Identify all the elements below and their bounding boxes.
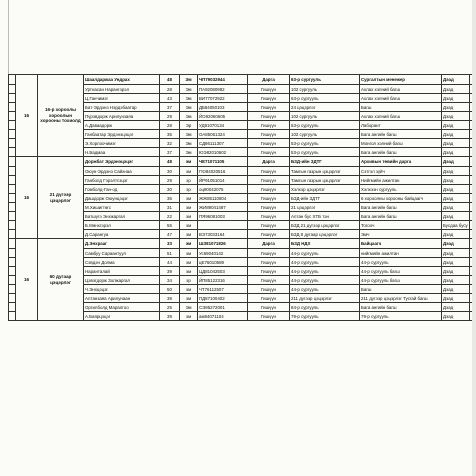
member-age: 33 bbox=[160, 239, 180, 249]
district-number: 16 bbox=[16, 157, 38, 239]
member-workplace: Тамгын газрын цэцэрлэг bbox=[290, 167, 360, 176]
member-age: 35 bbox=[160, 130, 180, 139]
member-role: Гишүүн bbox=[248, 203, 290, 212]
member-age: 30 bbox=[160, 185, 180, 194]
member-workplace: 44-р сургууль bbox=[290, 267, 360, 276]
member-workplace: Хэлхэр цэцэрлэг bbox=[290, 185, 360, 194]
member-age: 29 bbox=[160, 176, 180, 185]
member-sex: эм bbox=[180, 167, 198, 176]
member-status: Дэад bbox=[442, 249, 470, 258]
member-register: ШЗ81071826 bbox=[198, 239, 248, 249]
member-age: 51 bbox=[160, 249, 180, 258]
member-sex: Эм bbox=[180, 303, 198, 312]
member-status: Дэад bbox=[442, 294, 470, 303]
member-sex: эм bbox=[180, 239, 198, 249]
member-role: Гишүүн bbox=[248, 230, 290, 239]
member-workplace: 44-р сургууль bbox=[290, 258, 360, 267]
member-register: ЙО92060605 bbox=[198, 112, 248, 121]
member-role: Гишүүн bbox=[248, 130, 290, 139]
member-sex: Эм bbox=[180, 112, 198, 121]
member-position: Багш bbox=[360, 285, 442, 294]
member-sex: Эм bbox=[180, 103, 198, 112]
member-workplace: 63-р сургууль bbox=[290, 94, 360, 103]
member-role: Гишүүн bbox=[248, 94, 290, 103]
member-age: 30 bbox=[160, 167, 180, 176]
member-workplace: 102 сургууль bbox=[290, 85, 360, 94]
member-sex: Эм bbox=[180, 85, 198, 94]
member-name: Доржбат Эрдэнэцэцэг bbox=[84, 157, 160, 167]
member-name: Уртнасан Нарангэрэл bbox=[84, 85, 160, 94]
member-status: Дэад bbox=[442, 267, 470, 276]
member-register: ГЮ84020516 bbox=[198, 167, 248, 176]
member-workplace: 44-р сургууль bbox=[290, 276, 360, 285]
member-register: СЭ95272001 bbox=[198, 303, 248, 312]
member-name: Ганболд Гэрэлтсэцэг bbox=[84, 176, 160, 185]
member-name: Наранталай bbox=[84, 267, 160, 276]
left-margin-cell bbox=[9, 285, 16, 294]
member-register: ОА85061324 bbox=[198, 130, 248, 139]
member-register: ЖЖ85110804 bbox=[198, 194, 248, 203]
member-workplace: БЗД 21 дүгээр цэцэрлэг bbox=[290, 221, 360, 230]
member-workplace: 53-р сургууль bbox=[290, 148, 360, 157]
member-age: 37 bbox=[160, 103, 180, 112]
member-name: Алтанзаяа Арилунаан bbox=[84, 294, 160, 303]
member-register: ПА92080982 bbox=[198, 85, 248, 94]
member-name: Бат-Эрдэнэ Нэрдэбаатар bbox=[84, 103, 160, 112]
member-position: Бага ангийн багш bbox=[360, 130, 442, 139]
member-age: 25 bbox=[160, 303, 180, 312]
member-name: А.Баярцэцэг bbox=[84, 312, 160, 321]
member-workplace: Алтан бус ХТБ тэн bbox=[290, 212, 360, 221]
member-role: Гишүүн bbox=[248, 212, 290, 221]
member-register bbox=[198, 221, 248, 230]
member-position: Архивын төвийн дарга bbox=[360, 157, 442, 167]
member-position: Бага ангийн багш bbox=[360, 303, 442, 312]
left-margin-cell bbox=[9, 185, 16, 194]
member-name: М.Хишигтөгс bbox=[84, 203, 160, 212]
polling-unit-name: 16-р хороолы хороолын хорооны тохиолд bbox=[38, 75, 84, 157]
member-status: Дэад bbox=[442, 139, 470, 148]
member-age: 48 bbox=[160, 75, 180, 85]
member-age: 37 bbox=[160, 148, 180, 157]
blank-top-area bbox=[8, 0, 474, 74]
member-position: Сургалтын менежер bbox=[360, 75, 442, 85]
member-register: ам84071104 bbox=[198, 312, 248, 321]
member-register: УД91070134 bbox=[198, 121, 248, 130]
member-status: Дэад bbox=[442, 130, 470, 139]
member-status: Дэад bbox=[442, 75, 470, 85]
left-margin-cell bbox=[9, 212, 16, 221]
member-role: Дарга bbox=[248, 75, 290, 85]
member-position: Лаборант bbox=[360, 121, 442, 130]
member-register: ЮЭ82010602 bbox=[198, 148, 248, 157]
member-role: Гишүүн bbox=[248, 294, 290, 303]
member-status: Дэад bbox=[442, 148, 470, 157]
member-register: ПЯ96081003 bbox=[198, 212, 248, 221]
member-sex: эр bbox=[180, 176, 198, 185]
left-margin-cell bbox=[9, 276, 16, 285]
member-sex: эм bbox=[180, 258, 198, 267]
member-age: 55 bbox=[160, 221, 180, 230]
page-edge bbox=[472, 0, 476, 476]
member-status: Дэад bbox=[442, 176, 470, 185]
member-sex: эр bbox=[180, 185, 198, 194]
member-workplace: 53-р сургууль bbox=[290, 121, 360, 130]
member-workplace: Тамгын газрын цэцэрлэг bbox=[290, 176, 360, 185]
member-sex: эр bbox=[180, 276, 198, 285]
member-position: 44-р сургууль багш bbox=[360, 276, 442, 285]
member-role: Дарга bbox=[248, 239, 290, 249]
member-role: Гишүүн bbox=[248, 285, 290, 294]
member-age: 36 bbox=[160, 194, 180, 203]
member-sex: Эр bbox=[180, 121, 198, 130]
member-register: СД86111307 bbox=[198, 139, 248, 148]
member-sex: эм bbox=[180, 221, 198, 230]
member-role: Гишүүн bbox=[248, 312, 290, 321]
member-position: 44-р сургууль bbox=[360, 258, 442, 267]
left-margin-cell bbox=[9, 112, 16, 121]
member-position: Байцаагч bbox=[360, 239, 442, 249]
member-name: Н.Бадмаа bbox=[84, 148, 160, 157]
member-status: Дэад bbox=[442, 157, 470, 167]
member-workplace: 21 цэцэрлэг bbox=[290, 203, 360, 212]
left-margin-cell bbox=[9, 75, 16, 85]
member-name: Батшүгэ Энхжаргал bbox=[84, 212, 160, 221]
member-position: Ахлах хэлний багш bbox=[360, 112, 442, 121]
member-status: Дэад bbox=[442, 230, 470, 239]
member-age: 34 bbox=[160, 276, 180, 285]
member-status: Дэад bbox=[442, 258, 470, 267]
member-name: Самбуу Сараантуул bbox=[84, 249, 160, 258]
member-register: цЕ76010589 bbox=[198, 258, 248, 267]
member-register: ЧП79032944 bbox=[198, 75, 248, 85]
member-workplace: 44-р сургууль bbox=[290, 249, 360, 258]
member-register: ВИ77072922 bbox=[198, 94, 248, 103]
left-margin-cell bbox=[9, 203, 16, 212]
district-number: 16 bbox=[16, 75, 38, 157]
member-age: 39 bbox=[160, 267, 180, 276]
member-role: Гишүүн bbox=[248, 258, 290, 267]
member-role: Гишүүн bbox=[248, 103, 290, 112]
member-age: 28 bbox=[160, 85, 180, 94]
left-margin-cell bbox=[9, 148, 16, 157]
left-margin-cell bbox=[9, 121, 16, 130]
member-name: А.Даваадорж bbox=[84, 121, 160, 130]
member-status: Дэад bbox=[442, 112, 470, 121]
member-status: Дэад bbox=[442, 185, 470, 194]
member-role: Гишүүн bbox=[248, 185, 290, 194]
member-register: ПД87100402 bbox=[198, 294, 248, 303]
table-row bbox=[9, 75, 473, 85]
member-name: Гомболд-Ган-од bbox=[84, 185, 160, 194]
polling-unit-name: 60 дугаар цэцэрлэг bbox=[38, 239, 84, 321]
member-position: Бага ангийн багш bbox=[360, 148, 442, 157]
member-sex: эм bbox=[180, 312, 198, 321]
member-role: Гишүүн bbox=[248, 85, 290, 94]
member-role: Гишүүн bbox=[248, 148, 290, 157]
member-name: Цэвэгдорж Золжаргал bbox=[84, 276, 160, 285]
member-position: нийгмийн ажилтан bbox=[360, 249, 442, 258]
member-sex: Эм bbox=[180, 75, 198, 85]
member-age: 31 bbox=[160, 203, 180, 212]
member-role: Гишүүн bbox=[248, 194, 290, 203]
member-sex: эм bbox=[180, 212, 198, 221]
member-position: 6 хороолны хорооны байцаагч bbox=[360, 194, 442, 203]
member-role: Дарга bbox=[248, 157, 290, 167]
left-margin-cell bbox=[9, 230, 16, 239]
member-position: 44-р сургууль багш bbox=[360, 267, 442, 276]
member-workplace: 44-р сургууль bbox=[290, 285, 360, 294]
member-name: Э.Хорлоочимэг bbox=[84, 139, 160, 148]
member-workplace: БЗД 8 дугаар цэцэрлэг bbox=[290, 230, 360, 239]
member-status: Бусдаа бусу bbox=[443, 222, 468, 228]
member-name: Пүрэвдорж Арилунзаяа bbox=[84, 112, 160, 121]
left-margin-cell bbox=[9, 239, 16, 249]
member-name: Сэвдэн Долма bbox=[84, 258, 160, 267]
member-status: Дэад bbox=[442, 121, 470, 130]
member-status: Дэад bbox=[442, 194, 470, 203]
member-role: Гишүүн bbox=[248, 221, 290, 230]
member-name: Д.Энхрааг bbox=[84, 239, 160, 249]
member-workplace: 53-р сургууль bbox=[290, 139, 360, 148]
member-status: Дэад bbox=[442, 94, 470, 103]
member-sex: эм bbox=[180, 267, 198, 276]
member-status: Дэад bbox=[442, 103, 470, 112]
member-age: 47 bbox=[160, 230, 180, 239]
left-margin-cell bbox=[9, 130, 16, 139]
member-role: Гишүүн bbox=[248, 121, 290, 130]
member-status: Дэад bbox=[442, 239, 470, 249]
member-sex: эм bbox=[180, 249, 198, 258]
member-register: ЙП85122316 bbox=[198, 276, 248, 285]
member-position: Нийгмийн ажилтан bbox=[360, 176, 442, 185]
member-position: 79-р сургууль bbox=[360, 312, 442, 321]
member-name: Оюун-Эрдэнэ Сайхнаа bbox=[84, 167, 160, 176]
member-position: 211 дүгээр цэцэрлэг Тусгай багш bbox=[360, 294, 442, 303]
member-role: Гишүүн bbox=[248, 139, 290, 148]
left-margin-cell bbox=[9, 94, 16, 103]
member-register: ВЭ73033164 bbox=[198, 230, 248, 239]
member-position: Бага ангийн багш bbox=[360, 212, 442, 221]
member-name: Ганбаатар Эрдэнэцэцэг bbox=[84, 130, 160, 139]
left-margin-cell bbox=[9, 194, 16, 203]
member-age: 50 bbox=[160, 285, 180, 294]
left-margin-cell bbox=[9, 221, 16, 230]
member-age: 22 bbox=[160, 212, 180, 221]
member-register: ЖИ89041487 bbox=[198, 203, 248, 212]
left-margin-cell bbox=[9, 267, 16, 276]
member-role: Гишүүн bbox=[248, 112, 290, 121]
member-position: Сэтгэл зүйч bbox=[360, 167, 442, 176]
member-position: Тогооч bbox=[360, 221, 442, 230]
member-workplace: 79-р сургууль bbox=[290, 312, 360, 321]
member-register: оц90042075 bbox=[198, 185, 248, 194]
polling-unit-name: 21 дүгээр цэцэрлэг bbox=[38, 157, 84, 239]
member-status: Дэад bbox=[442, 203, 470, 212]
member-name: Д.Сарангуа bbox=[84, 230, 160, 239]
commission-members-table bbox=[8, 74, 473, 321]
member-age: 28 bbox=[160, 121, 180, 130]
member-status: Дэад bbox=[442, 212, 470, 221]
member-sex: Эм bbox=[180, 148, 198, 157]
left-margin-cell bbox=[9, 167, 16, 176]
left-margin-cell bbox=[9, 157, 16, 167]
member-sex: эм bbox=[180, 157, 198, 167]
member-role: Гишүүн bbox=[248, 249, 290, 258]
member-name: Шаалдаржаа Ундрах bbox=[84, 75, 160, 85]
member-role: Гишүүн bbox=[248, 303, 290, 312]
district-number: 16 bbox=[16, 239, 38, 321]
member-position: Багш bbox=[360, 103, 442, 112]
member-name: Дашдорж Оюунцэцэг bbox=[84, 194, 160, 203]
member-name: Оргилболд Маралгоо bbox=[84, 303, 160, 312]
member-name: Ч.Энхцэцэг bbox=[84, 285, 160, 294]
member-sex: Эм bbox=[180, 94, 198, 103]
left-margin-cell bbox=[9, 303, 16, 312]
member-age: 44 bbox=[160, 258, 180, 267]
member-role: Гишүүн bbox=[248, 267, 290, 276]
member-workplace: БЗД-ийн ЗДТГ bbox=[290, 194, 360, 203]
member-register: ЧТ76112507 bbox=[198, 285, 248, 294]
member-workplace: 24 цэцэрлэг bbox=[290, 103, 360, 112]
left-margin-cell bbox=[9, 103, 16, 112]
left-margin-cell bbox=[9, 249, 16, 258]
member-sex: эм bbox=[180, 194, 198, 203]
member-workplace: БЗД-ийн ЗДТГ bbox=[290, 157, 360, 167]
member-register: ДБ84050103 bbox=[198, 103, 248, 112]
member-position: Монгол хэлний багш bbox=[360, 139, 442, 148]
member-register: ЦД81042503 bbox=[198, 267, 248, 276]
member-register: ЧЕ71071105 bbox=[198, 157, 248, 167]
member-status: Дэад bbox=[442, 276, 470, 285]
left-margin-cell bbox=[9, 312, 16, 321]
member-position: Бага ангийн багш bbox=[360, 203, 442, 212]
member-age: 39 bbox=[160, 312, 180, 321]
member-sex: эм bbox=[180, 294, 198, 303]
table-row bbox=[9, 239, 473, 249]
member-status: Дэад bbox=[442, 167, 470, 176]
member-status: Дэад bbox=[442, 285, 470, 294]
member-register: Ус69040142 bbox=[198, 249, 248, 258]
left-margin-cell bbox=[9, 294, 16, 303]
left-margin-cell bbox=[9, 139, 16, 148]
member-workplace: 211 дүгээр цэцэрлэг bbox=[290, 294, 360, 303]
member-age: 48 bbox=[160, 157, 180, 167]
member-sex: эм bbox=[180, 285, 198, 294]
member-role: Гишүүн bbox=[248, 167, 290, 176]
member-sex: эм bbox=[180, 203, 198, 212]
left-margin-cell bbox=[9, 176, 16, 185]
left-margin-cell bbox=[9, 85, 16, 94]
member-workplace: 102 сургууль bbox=[290, 112, 360, 121]
left-margin-cell bbox=[9, 258, 16, 267]
member-sex: эм bbox=[180, 230, 198, 239]
member-age: 43 bbox=[160, 94, 180, 103]
member-sex: Эм bbox=[180, 130, 198, 139]
table-row bbox=[9, 157, 473, 167]
member-status: Дэад bbox=[442, 303, 470, 312]
member-position: Эмч bbox=[360, 230, 442, 239]
member-age: 32 bbox=[160, 139, 180, 148]
member-sex: Эм bbox=[180, 139, 198, 148]
member-position: Ахлах хэлний багш bbox=[360, 85, 442, 94]
member-workplace: БЗД НДХ bbox=[290, 239, 360, 249]
member-workplace: 102 сургууль bbox=[290, 130, 360, 139]
member-name: Ц.Ганчимэг bbox=[84, 94, 160, 103]
member-status: Дэад bbox=[442, 312, 470, 321]
member-age: 39 bbox=[160, 294, 180, 303]
member-workplace: 63-р сургууль bbox=[290, 75, 360, 85]
member-position: Хэлхээн сургууль bbox=[360, 185, 442, 194]
member-role: Гишүүн bbox=[248, 176, 290, 185]
member-status: Дэад bbox=[442, 85, 470, 94]
member-role: Гишүүн bbox=[248, 276, 290, 285]
member-register: ЙР91051014 bbox=[198, 176, 248, 185]
member-workplace: 84-р сургууль bbox=[290, 303, 360, 312]
member-position: Ахлах хэлний багш bbox=[360, 94, 442, 103]
member-name: Б.Мөнхгэрэл bbox=[84, 221, 160, 230]
member-age: 29 bbox=[160, 112, 180, 121]
